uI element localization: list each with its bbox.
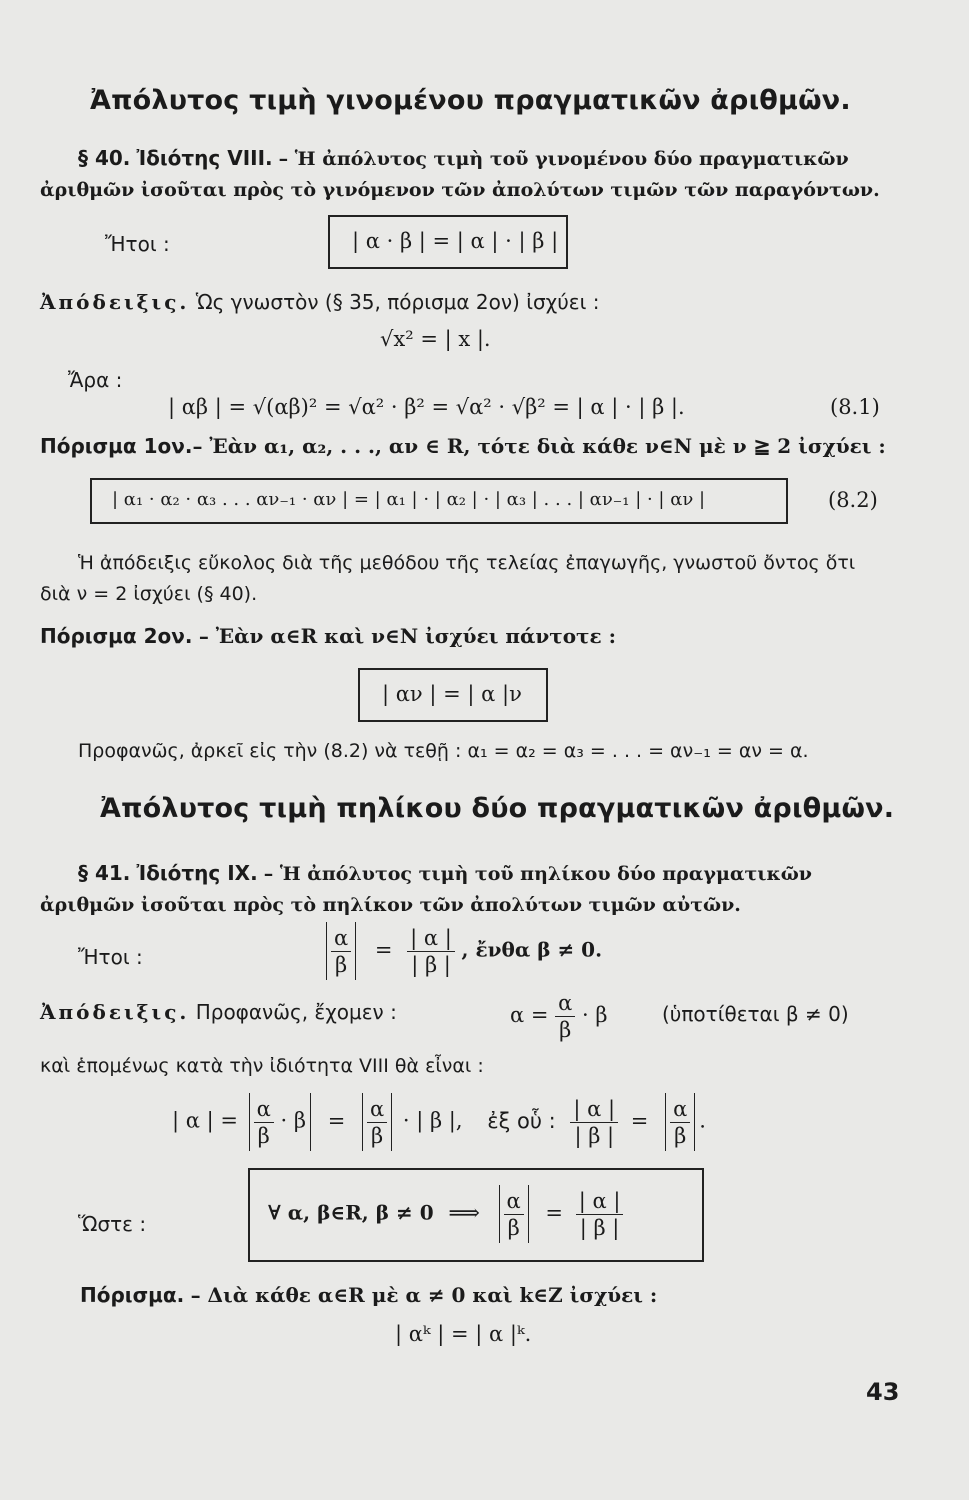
corollary-2-line — [40, 624, 616, 648]
section-40-itoi: Ἤτοι : — [105, 232, 170, 256]
section-41-itoi: Ἤτοι : — [78, 945, 143, 969]
section-40-title: Ἰδιότης VIII. — [136, 146, 273, 170]
proof-2-line-2: καὶ ἑπομένως κατὰ τὴν ἰδιότητα VIII θὰ εἶναι : — [40, 1055, 484, 1077]
corollary-1-line — [40, 434, 886, 458]
corollary-3-title: Πόρισμα. — [80, 1283, 185, 1307]
section-40-paragraph — [40, 143, 890, 206]
corollary-1-after: Ἡ ἀπόδειξις εὔκολος διὰ τῆς μεθόδου τῆς τελείας ἐπαγωγῆς, γνωστοῦ ὄντος ὅτι διὰ ν = 2 ἰσχύει (§ 40). — [40, 552, 856, 605]
equation-number-8-1: (8.1) — [830, 395, 880, 419]
equation-number-8-2: (8.2) — [828, 488, 878, 512]
corollary-1-text: – Ἐὰν α₁, α₂, . . ., αν ∈ R, τότε διὰ κάθε ν∈N μὲ ν ≧ 2 ἰσχύει : — [192, 434, 886, 458]
proof-2-assumption: (ὑποτίθεται β ≠ 0) — [662, 1002, 849, 1026]
section-40-text: – Ἡ ἀπόλυτος τιμὴ τοῦ γινομένου δύο πραγματικῶν ἀριθμῶν ἰσοῦται πρὸς τὸ γινόμενον τῶν ἀπολύτων τιμῶν τῶν παραγόντων. — [40, 148, 880, 201]
section-41-paragraph — [40, 858, 890, 921]
corollary-2-text: – Ἐὰν α∈R καὶ ν∈N ἰσχύει πάντοτε : — [198, 624, 617, 648]
formula-chain-8-1: | αβ | = √(αβ)² = √α² · β² = √α² · √β² = | α | · | β |. — [168, 395, 685, 419]
formula-quotient-abs: $\frac{\alpha}{\beta}$ = $\frac{| \alpha |}{| \beta |}$ , ἔνθα β ≠ 0. — [322, 922, 602, 980]
formula-alpha-expression: α = $\frac{\alpha}{\beta}$ · β — [510, 991, 608, 1042]
corollary-2-title: Πόρισμα 2ον. — [40, 624, 193, 648]
conclusion-label: Ὥστε : — [78, 1212, 147, 1236]
section-40-number: § 40. — [78, 146, 131, 170]
section-41-title: Ἰδιότης IX. — [136, 861, 258, 885]
formula-power: | αν | = | α |ν — [382, 682, 522, 706]
formula-integer-power: | αᵏ | = | α |ᵏ. — [395, 1322, 532, 1346]
formula-product-general: | α₁ · α₂ · α₃ . . . αν₋₁ · αν | = | α₁ | · | α₂ | · | α₃ | . . . | αν₋₁ | · | αν | — [112, 489, 706, 510]
page-number: 43 — [866, 1378, 900, 1406]
proof-1-text: Ὡς γνωστὸν (§ 35, πόρισμα 2ον) ἰσχύει : — [195, 290, 600, 314]
section-41-number: § 41. — [78, 861, 131, 885]
proof-1-ara: Ἄρα : — [68, 368, 123, 392]
proof-1-line — [40, 290, 599, 314]
formula-quotient-derivation: | α | = $\frac{\alpha}{\beta}$ · β = $\frac{\alpha}{\beta}$ · | β |, ἐξ οὗ : $\frac{| \alpha |}{| \beta |}$ = $\frac{\alpha}{\beta}$ . — [172, 1093, 706, 1151]
formula-conclusion: ∀ α, β∈R, β ≠ 0 ⟹ $\frac{\alpha}{\beta}$ = $\frac{| \alpha |}{| \beta |}$ — [268, 1185, 623, 1243]
corollary-3-line — [80, 1283, 657, 1307]
formula-sqrt-x: √x² = | x |. — [380, 327, 491, 351]
proof-2-line — [40, 1000, 397, 1024]
corollary-2-after: Προφανῶς, ἀρκεῖ εἰς τὴν (8.2) νὰ τεθῇ : α₁ = α₂ = α₃ = . . . = αν₋₁ = αν = α. — [78, 740, 809, 762]
proof-2-text: Προφανῶς, ἔχομεν : — [195, 1000, 397, 1024]
corollary-3-text: – Διὰ κάθε α∈R μὲ α ≠ 0 καὶ k∈Z ἰσχύει : — [190, 1283, 658, 1307]
heading-product-absolute-value: Ἀπόλυτος τιμὴ γινομένου πραγματικῶν ἀριθμῶν. — [90, 85, 851, 116]
heading-quotient-absolute-value: Ἀπόλυτος τιμὴ πηλίκου δύο πραγματικῶν ἀριθμῶν. — [100, 793, 895, 824]
corollary-1-title: Πόρισμα 1ον. — [40, 434, 193, 458]
section-41-text: – Ἡ ἀπόλυτος τιμὴ τοῦ πηλίκου δύο πραγματικῶν ἀριθμῶν ἰσοῦται πρὸς τὸ πηλίκον τῶν ἀπολύτων τιμῶν αὐτῶν. — [40, 863, 812, 916]
proof-2-label: Ἀπόδειξις. — [40, 1000, 190, 1024]
proof-1-label: Ἀπόδειξις. — [40, 290, 190, 314]
formula-product-abs: | α · β | = | α | · | β | — [352, 229, 559, 253]
